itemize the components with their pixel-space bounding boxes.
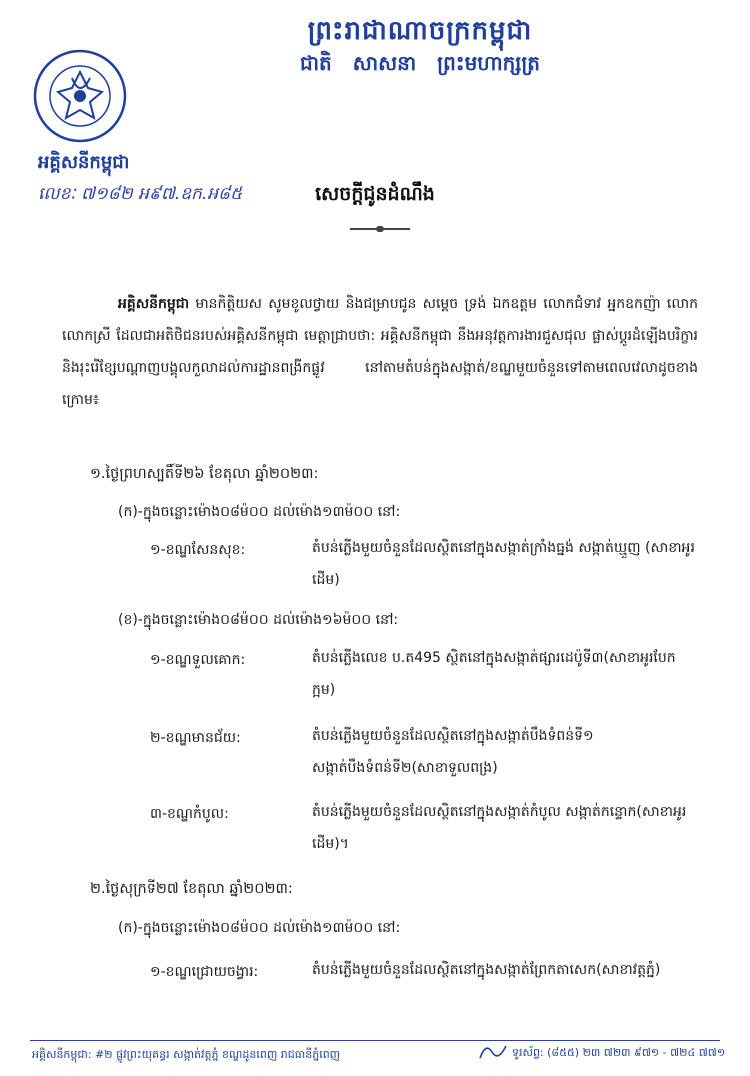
- intro-text: មានកិត្តិយស សូមខូលថ្វាយ និងជម្រាបជូន សម្តេច ទ្រង់ ឯកឧត្តម លោកជំទាវ អ្នកឧកញ៉ា លោក លោកស្រី ដែលជាអតិថិជនរបស់អគ្គិសនីកម្ពុជា មេត្តាជ្រាបថា: អគ្គិសនីកម្ពុជា នឹងអនុវត្តការងារជួសជុល ផ្លាស់ប្តូរដំឡើងបរិក្ខារ និងរុះរើខ្សែបណ្តាញបង្គុលកួលាដល់ការដ្ឋានពង្រីកផ្លូវ នៅតាមតំបន់ក្នុងសង្កាត់/ខណ្ឌមួយចំនួនទៅតាមពេលវេលាដូចខាងក្រោម៖: [62, 296, 698, 408]
- intro-org: អគ្គិសនីកម្ពុជា: [118, 296, 190, 312]
- title-divider: [350, 228, 410, 230]
- kingdom-heading: ព្រះរាជាណាចក្រកម្ពុជា: [307, 16, 533, 46]
- day-1-slot-b-detail-3: តំបន់ភ្លើងមួយចំនួនដែលស្ថិតនៅក្នុងសង្កាត់កំបូល សង្កាត់កន្ទោក(សាខាអូរដើម)។: [312, 804, 687, 852]
- notice-title: សេចក្តីជូនដំណឹង: [315, 183, 435, 205]
- intro-paragraph: [62, 288, 698, 416]
- day-1-slot-b-area-2: ២-ខណ្ឌមានជ័យ:: [150, 730, 241, 746]
- day-1-slot-b-area-3: ៣-ខណ្ឌកំបូល:: [150, 806, 229, 822]
- signature-mark-icon: [478, 1040, 508, 1062]
- day-1-heading: ១.ថ្ងៃព្រហស្បតិ៍ទី២៦ ខែតុលា ឆ្នាំ២០២៣:: [90, 466, 319, 482]
- reference-number: លេខៈ ៧១៨២ អ៩៧.ឧក.អ៨៥: [38, 184, 243, 204]
- footer-rule: [30, 1040, 720, 1041]
- day-1-slot-b-detail-1: តំបន់ភ្លើងលេខ ប.ត495 ស្ថិតនៅក្នុងសង្កាត់ផ្សារដេប៉ូទី៣(សាខាអូរបែកក្អម): [312, 650, 676, 698]
- day-1-slot-b-area-1: ១-ខណ្ឌទួលគោក:: [150, 652, 246, 668]
- footer-address: អគ្គិសនីកម្ពុជា: #២ ផ្លូវព្រះយុគន្ធរ សង្កាត់វត្តភ្នំ ខណ្ឌដូនពេញ រាជធានីភ្នំពេញ: [32, 1048, 341, 1061]
- organization-name: អគ្គិសនីកម្ពុជា: [38, 152, 130, 173]
- footer-phone: ទូរស័ព្ទ: (៨៥៥) ២៣ ៧២៣ ៩៧១ - ៧២៤ ៧៧១: [512, 1046, 726, 1059]
- day-2-heading: ២.ថ្ងៃសុក្រទី២៧ ខែតុលា ឆ្នាំ២០២៣:: [90, 881, 293, 897]
- day-1-slot-a-area-1: ១-ខណ្ឌសែនសុខ:: [150, 542, 246, 558]
- day-2-slot-a-area-1: ១-ខណ្ឌជ្រោយចង្វារ:: [150, 964, 259, 980]
- edc-logo: [32, 48, 128, 144]
- day-2-slot-a-detail-1: តំបន់ភ្លើងមួយចំនួនដែលស្ថិតនៅក្នុងសង្កាត់ព្រែកតាសេក(សាខាវត្តភ្នំ): [312, 962, 661, 978]
- day-1-slot-b-time: (ខ)-ក្នុងចន្លោះម៉ោង០៨ម៉០០ ដល់ម៉ោង១៦ម៉០០ នៅ:: [118, 612, 399, 628]
- day-1-slot-b-detail-2: តំបន់ភ្លើងមួយចំនួនដែលស្ថិតនៅក្នុងសង្កាត់បឹងទំពន់ទី១ សង្កាត់បឹងទំពន់ទី២(សាខាទួលពង្រ): [312, 728, 594, 776]
- day-1-slot-a-time: (ក)-ក្នុងចន្លោះម៉ោង០៨ម៉០០ ដល់ម៉ោង១៣ម៉០០ នៅ:: [118, 504, 401, 520]
- national-motto: ជាតិ សាសនា ព្រះមហាក្សត្រ: [300, 51, 540, 75]
- day-2-slot-a-time: (ក)-ក្នុងចន្លោះម៉ោង០៨ម៉០០ ដល់ម៉ោង១៣ម៉០០ នៅ:: [118, 920, 401, 936]
- day-1-slot-a-detail-1: តំបន់ភ្លើងមួយចំនួនដែលស្ថិតនៅក្នុងសង្កាត់ក្រាំងធ្នង់ សង្កាត់ឃ្មួញ (សាខាអូរដើម): [312, 540, 695, 588]
